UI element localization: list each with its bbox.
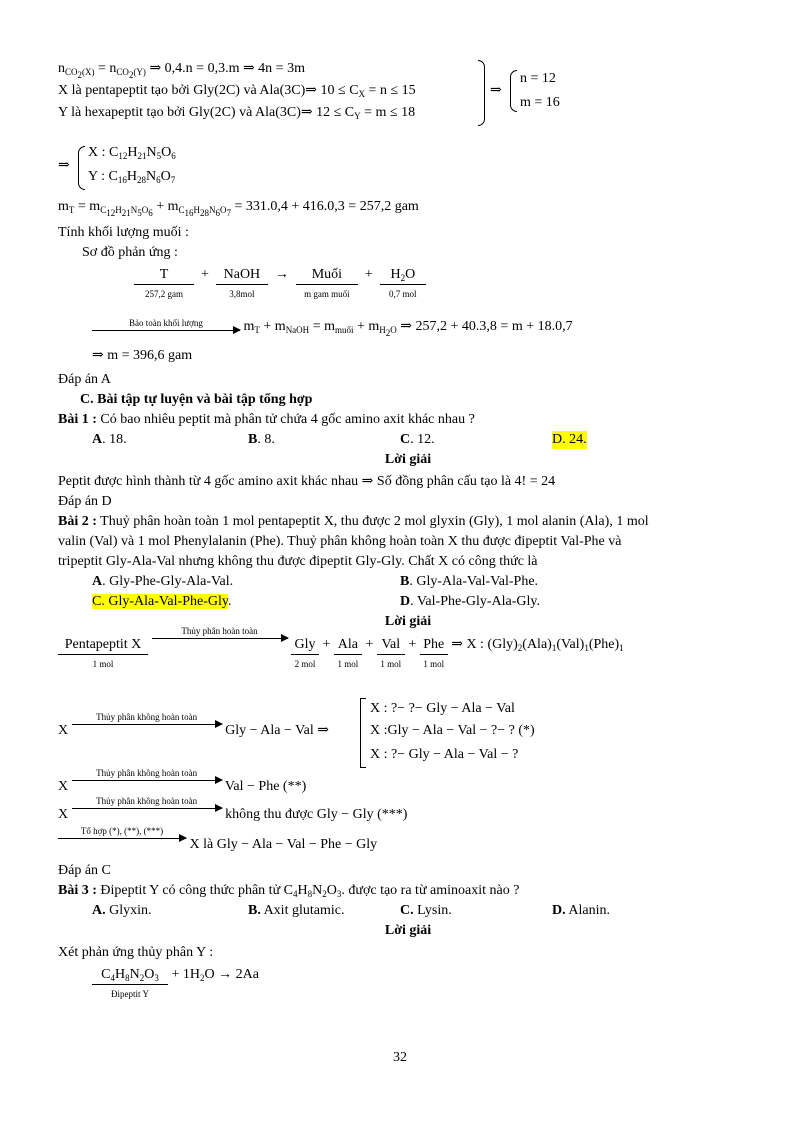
q2-option-d: D. Val-Phe-Gly-Ala-Gly. [400, 594, 540, 609]
case-2: X :Gly − Ala − Val − ?− ? (*) [370, 723, 535, 738]
q3-option-d: D. Alanin. [552, 903, 610, 918]
q2-option-a: A. Gly-Phe-Gly-Ala-Val. [92, 574, 234, 589]
q1-answer: Đáp án D [58, 494, 112, 509]
q2-option-c-highlighted: C. Gly-Ala-Val-Phe-Gly. [92, 594, 232, 609]
q3-solution: Xét phản ứng thủy phân Y : [58, 945, 214, 960]
case-bracket [360, 698, 366, 768]
q1-solution: Peptit được hình thành từ 4 gốc amino axit khác nhau ⇒ Số đồng phân cấu tạo là 4! = 24 [58, 474, 556, 489]
eq-co2: $n_{CO_2(X)} = n_{CO_2(Y)}$ ⇒ 0,4.n = 0,3.m ⇒ 4n = 3m [58, 61, 305, 80]
q2-full-hydrolysis: Pentapeptit X 1 mol Thủy phân hoàn toàn Gly 2 mol + Ala 1 mol + Val 1 mol + Phe 1 mol ⇒ X : $(Gly)_2(Ala)_1(Val)_1(Phe)_1$ [58, 636, 624, 670]
reaction-scheme-label: Sơ đồ phản ứng : [82, 245, 178, 260]
formula-x: X : $C_{12}H_{21}N_5O_6$ [88, 145, 176, 161]
result-m: m = 16 [520, 95, 560, 110]
left-brace [78, 146, 85, 190]
q1-solution-title: Lời giải [384, 452, 432, 467]
q2-partial-step1: X Thủy phân không hoàn toàn Gly − Ala − Val ⇒ [58, 712, 329, 738]
answer-a: Đáp án A [58, 372, 111, 387]
implies-sign: ⇒ [58, 158, 70, 173]
implies-sign: ⇒ [490, 83, 502, 98]
question-2-line2: valin (Val) và 1 mol Phenylalanin (Phe). Thuỷ phân không hoàn toàn X thu được đipeptit Val-Phe và [58, 534, 622, 549]
salt-result: ⇒ m = 396,6 gam [92, 348, 193, 363]
mass-conservation-eq: Bảo toàn khối lượng $m_T + m_{NaOH} = m_{muối} + m_{H_2O}$ ⇒ 257,2 + 40.3,8 = m + 18.0,7 [92, 318, 573, 336]
salt-heading: Tính khối lượng muối : [58, 225, 189, 240]
left-brace [510, 70, 517, 112]
question-3: Bài 3 : Đipeptit Y có công thức phân tử $C_4H_8N_2O_3$. được tạo ra từ aminoaxit nào ? [58, 883, 520, 899]
q2-partial-step2: X Thủy phân không hoàn toàn Val − Phe (**) [58, 768, 307, 794]
question-1: Bài 1 : Có bao nhiêu peptit mà phân tử chứa 4 gốc amino axit khác nhau ? [58, 412, 475, 427]
page-number: 32 [393, 1050, 407, 1065]
question-2-line3: tripeptit Gly-Ala-Val nhưng không thu được đipeptit Gly-Gly. Chất X có công thức là [58, 554, 538, 569]
q3-option-b: B. Axit glutamic. [248, 903, 345, 918]
q3-option-a: A. Glyxin. [92, 903, 152, 918]
q1-option-d-highlighted: D. 24. [552, 432, 587, 447]
q1-option-c: C. 12. [400, 432, 435, 447]
q2-answer: Đáp án C [58, 863, 111, 878]
reaction-scheme: T 257,2 gam + NaOH 3,8mol → Muối m gam muối + $H_2O$ 0,7 mol [134, 266, 426, 300]
q2-option-b: B. Gly-Ala-Val-Val-Phe. [400, 574, 539, 589]
q2-partial-step3: X Thủy phân không hoàn toàn không thu được Gly − Gly (***) [58, 796, 408, 822]
mass-t-equation: $m_T = m_{C_{12}H_{21}N_5O_6} + m_{C_{16}H_{28}N_6O_7} = 331.0,4 + 416.0,3 = 257,2$ gam [58, 199, 419, 218]
q1-option-b: B. 8. [248, 432, 275, 447]
q3-option-c: C. Lysin. [400, 903, 452, 918]
case-1: X : ?− ?− Gly − Ala − Val [370, 701, 515, 716]
formula-y: Y : $C_{16}H_{28}N_6O_7$ [88, 169, 176, 185]
q3-reaction: $C_4H_8N_2O_3$ Đipeptit Y + $1H_2O \to 2Aa$ [92, 966, 259, 1000]
q3-solution-title: Lời giải [384, 923, 432, 938]
q2-solution-title: Lời giải [384, 614, 432, 629]
case-3: X : ?− Gly − Ala − Val − ? [370, 747, 519, 762]
eq-x-carbon: X là pentapeptit tạo bởi Gly(2C) và Ala(3C)⇒ $10 \le C_X = n \le 15$ [58, 83, 416, 99]
q1-option-a: A. 18. [92, 432, 127, 447]
right-brace [478, 60, 485, 126]
result-n: n = 12 [520, 71, 556, 86]
section-heading: C. Bài tập tự luyện và bài tập tổng hợp [80, 392, 313, 407]
q2-combine: Tổ hợp (*), (**), (***) X là Gly − Ala − Val − Phe − Gly [58, 836, 377, 854]
eq-y-carbon: Y là hexapeptit tạo bởi Gly(2C) và Ala(3C)⇒ $12 \le C_Y = m \le 18$ [58, 105, 416, 121]
question-2-line1: Bài 2 : Thuỷ phân hoàn toàn 1 mol pentapeptit X, thu được 2 mol glyxin (Gly), 1 mol alanin (Ala), 1 mol [58, 514, 649, 529]
